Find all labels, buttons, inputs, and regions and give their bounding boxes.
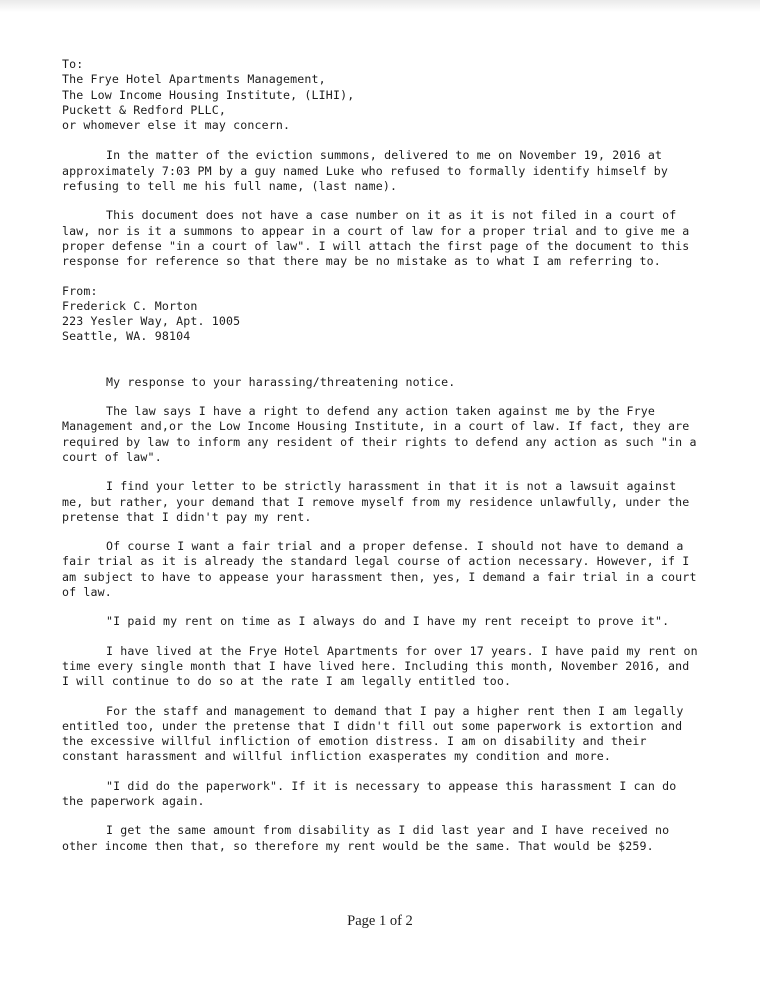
body-paragraph: For the staff and management to demand that I pay a higher rent then I am legally entitled too, under the pretense that I didn't fill out some paperwork is extortion and the excessive willful infliction of emotion distress. I am on disability and their constant harassment and willful infliction exasperates my condition and more. [62, 703, 684, 764]
body-paragraph: I find your letter to be strictly harassment in that it is not a lawsuit against me, but rather, your demand that I remove myself from my residence unlawfully, under the pretense that I didn't pay my rent. [62, 479, 690, 524]
page-number: Page 1 of 2 [347, 913, 413, 929]
intro-paragraph: This document does not have a case number on it as it is not filed in a court of law, nor is it a summons to appear in a court of law for a proper trial and to give me a proper defense "in a court of law". I will attach the first page of the document to this response for reference so that there may be no mistake as to what I am referring to. [62, 208, 690, 269]
recipient-line: Puckett & Redford PLLC, [62, 102, 226, 117]
body-paragraph: "I paid my rent on time as I always do and I have my rent receipt to prove it". [106, 614, 670, 629]
recipient-line: The Low Income Housing Institute, (LIHI), [62, 87, 355, 102]
sender-heading: From: [62, 283, 98, 298]
scan-edge [0, 0, 760, 12]
body-paragraph: I get the same amount from disability as I did last year and I have received no other income then that, so therefore my rent would be the same. That would be $259. [62, 823, 670, 853]
sender-line: Seattle, WA. 98104 [62, 329, 191, 344]
body-paragraph: Of course I want a fair trial and a proper defense. I should not have to demand a fair trial as it is already the standard legal course of action necessary. However, if I am subject to have to appease your harassment then, yes, I demand a fair trial in a court of law. [62, 539, 697, 600]
sender-line: Frederick C. Morton [62, 298, 198, 313]
response-heading: My response to your harassing/threatening notice. [106, 374, 456, 389]
recipient-line: or whomever else it may concern. [62, 118, 291, 133]
intro-paragraph: In the matter of the eviction summons, delivered to me on November 19, 2016 at approximately 7:03 PM by a guy named Luke who refused to formally identify himself by refusing to tell me his full name, (last name). [62, 148, 669, 194]
recipient-heading: To: [62, 57, 84, 71]
body-paragraph: I have lived at the Frye Hotel Apartments for over 17 years. I have paid my rent on time every single month that I have lived here. Including this month, November 2016, and I will continue to do so at the rate I am legally entitled too. [62, 643, 698, 689]
sender-line: 223 Yesler Way, Apt. 1005 [62, 314, 241, 329]
recipient-line: The Frye Hotel Apartments Management, [62, 72, 326, 87]
sender-block [62, 284, 702, 345]
body-paragraph: "I did do the paperwork". If it is necessary to appease this harassment I can do the paperwork again. [62, 778, 677, 808]
recipient-block [62, 57, 702, 133]
body-paragraph: The law says I have a right to defend any action taken against me by the Frye Management and,or the Low Income Housing Institute, in a court of law. If fact, they are required by law to inform any resident of their rights to defend any action as such "in a court of law". [62, 404, 697, 464]
section-spacer [62, 360, 702, 375]
letter-body [62, 57, 702, 868]
